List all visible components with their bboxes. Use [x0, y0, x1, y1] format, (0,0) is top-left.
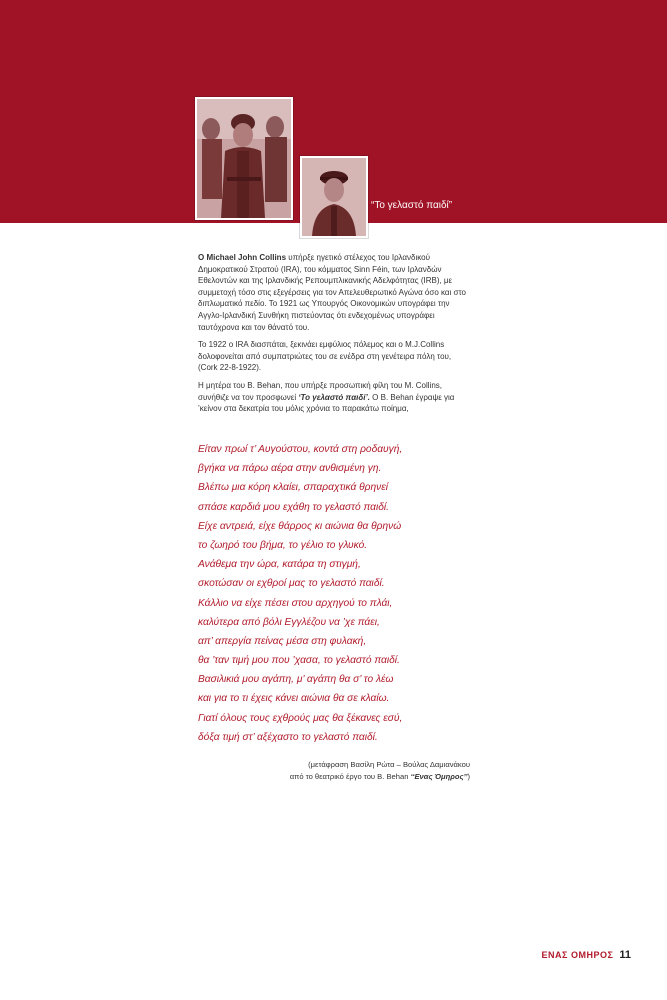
poem: [198, 440, 488, 747]
credit-source: [240, 771, 470, 783]
subject-name: Ο Michael John Collins: [198, 253, 287, 262]
poem-line: καλύτερα από βόλι Εγγλέζου να ’χε πάει,: [198, 616, 380, 628]
poem-line: δόξα τιμή στ’ αξέχαστο το γελαστό παιδί.: [198, 731, 378, 743]
magazine-title: ΕΝΑΣ ΟΜΗΡΟΣ: [541, 950, 614, 960]
poem-line: σκοτώσαν οι εχθροί μας το γελαστό παιδί.: [198, 578, 385, 590]
poem-line: Γιατί όλους τους εχθρούς μας θα ξέκανες εσύ,: [198, 712, 403, 724]
poem-line: Είταν πρωί τ’ Αυγούστου, κοντά στη ροδαυγή,: [198, 444, 403, 455]
poem-line: βγήκα να πάρω αέρα στην ανθισμένη γη.: [198, 463, 382, 475]
intro-text: [198, 252, 468, 421]
photo-caption: “Το γελαστό παιδί”: [371, 200, 453, 211]
intro-paragraph-3-text-a: Η μητέρα του Β. Behan, που υπήρξε προσωπική φίλη του M. Collins, συνήθιζε να τον προσφωνεί: [198, 380, 442, 402]
intro-paragraph-3: [198, 380, 468, 415]
photo-collins-with-officers: [195, 97, 293, 220]
credit-source-text: από το θεατρικό έργο του Β. Behan: [289, 772, 411, 781]
poem-line: Είχε αντρειά, είχε θάρρος κι αιώνια θα θρηνώ: [198, 520, 402, 532]
intro-paragraph-3-text-b: Ο Β. Behan έγραψε για ’κείνον στα δεκατρία του μόλις χρόνια το παρακάτω ποίημα,: [198, 392, 455, 414]
poem-line: θα ’ταν τιμή μου που ’χασα, το γελαστό παιδί.: [198, 655, 400, 667]
poem-line: Κάλλιο να είχε πέσει στου αρχηγού το πλάι,: [198, 597, 393, 609]
photo-illustration: [197, 99, 291, 218]
photo-collins-portrait: [300, 156, 368, 238]
page-footer: [542, 949, 631, 961]
intro-paragraph-1-text: υπήρξε ηγετικό στέλεχος του Ιρλανδικού Δημοκρατικού Στρατού (IRA), του κόμματος Sinn Féin, των Ιρλανδών Εθελοντών και της Ιρλανδικής Ρεπουμπλικανικής Αδελφότητας (IRB), με συμμετοχή τόσο στις εξεγέρσεις για τον Απελευθερωτικό Αγώνα όσο και στο διπλωματικό πεδίο. Το 1921 ως Υπουργός Οικονομικών υπογράφει την Αγγλο-Ιρλανδική Συνθήκη πιστεύοντας ότι ενδεχομένως υπογράφει ταυτόχρονα και τον θάνατό του.: [198, 253, 466, 332]
poem-line: το ζωηρό του βήμα, το γέλιο το γλυκό.: [198, 539, 368, 551]
credit-translators: (μετάφραση Βασίλη Ρώτα – Βούλας Δαμιανάκου: [308, 760, 470, 769]
credit-closing: ): [467, 772, 470, 781]
intro-paragraph-1: [198, 252, 468, 333]
poem-line: Βλέπω μια κόρη κλαίει, σπαραχτικά θρηνεί: [198, 482, 388, 494]
poem-line: Ανάθεμα την ώρα, κατάρα τη στιγμή,: [198, 559, 361, 571]
page-number: 11: [619, 949, 631, 961]
portrait-illustration: [302, 158, 366, 236]
intro-paragraph-2: Το 1922 ο IRA διασπάται, ξεκινάει εμφύλιος πόλεμος και ο M.J.Collins δολοφονείται από συμπατριώτες του σε ενέδρα στη γενέτειρα πόλη του, (Cork 22-8-1922).: [198, 340, 452, 373]
translation-credit: [240, 759, 470, 783]
poem-line: Βασιλικιά μου αγάπη, μ’ αγάπη θα σ’ το λέω: [198, 674, 394, 686]
poem-line: απ’ απεργία πείνας μέσα στη φυλακή,: [198, 635, 367, 647]
nickname-reference: ‘Το γελαστό παιδί’.: [298, 392, 370, 402]
poem-line: σπάσε καρδιά μου εχάθη το γελαστό παιδί.: [198, 501, 389, 513]
play-title: ‘‘Ενας Όμηρος’’: [410, 772, 468, 781]
poem-line: και για το τι έχεις κάνει αιώνια θα σε κλαίω.: [198, 693, 390, 705]
